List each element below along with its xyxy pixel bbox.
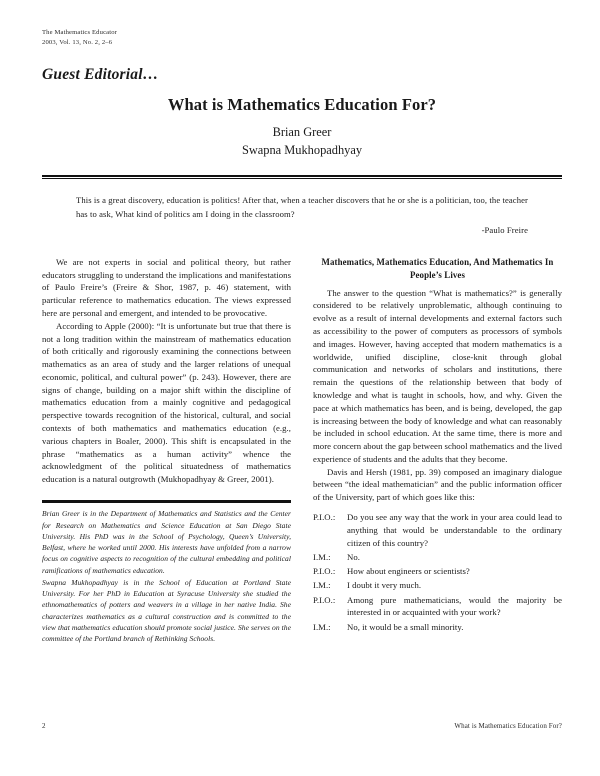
- epigraph-block: [76, 194, 528, 238]
- dialogue-line: [313, 565, 562, 578]
- author-bio-2: Swapna Mukhopadhyay is in the School of Education at Portland State University. For her PhD in Education at Syracuse University she studied the ethnomathematics of potters and weavers in a village in her native India. She characterizes mathematics as a cultural construction and is committed to the view that mathematics education should promote social justice. She serves on the committee of the Portland branch of Rethinking Schools.: [42, 577, 291, 644]
- right-paragraph-1: The answer to the question “What is mathematics?” is generally considered to be relatively unproblematic, although continuing to evolve as a result of internal developments and external factors such as accessibility to the power of computers as processors of symbols and images. However, having accepted that modern mathematics is a worldwide, unified discipline, close-knit through global communication and networks of scholars and institutions, there remain the questions of the relationship between that body of knowledge and what is taught in schools, how, and why. Given the pace at which mathematics has been, and is being, developed, the gap is increasing between the body of knowledge and what can reasonably be included in school education. At the same time, there is more and more concern about the gap between school mathematics and the lived experience of students and the adults that they become.: [313, 287, 562, 464]
- author-name-2: Swapna Mukhopadhyay: [241, 143, 363, 158]
- footer-page-number: 2: [42, 722, 46, 730]
- author-bio-box: [42, 500, 291, 644]
- divider-thin-line: [42, 178, 562, 179]
- right-paragraph-2: Davis and Hersh (1981, pp. 39) composed an imaginary dialogue between “the ideal mathematician” and the public information officer of the University, part of which goes like this:: [313, 466, 562, 503]
- masthead-journal-name: The Mathematics Educator: [42, 29, 118, 36]
- dialogue-utterance: How about engineers or scientists?: [347, 566, 470, 577]
- dialogue-utterance: No, it would be a small minority.: [347, 621, 464, 632]
- dialogue-speaker: I.M.:: [313, 551, 331, 562]
- epigraph-attribution: -Paulo Freire: [481, 225, 528, 236]
- left-column: [42, 256, 291, 644]
- dialogue-utterance: No.: [347, 551, 360, 562]
- bio-divider: [42, 500, 291, 503]
- dialogue-speaker: I.M.:: [313, 580, 331, 591]
- dialogue-line: [313, 594, 562, 620]
- dialogue-utterance: I doubt it very much.: [347, 580, 422, 591]
- epigraph-quote: This is a great discovery, education is politics! After that, when a teacher discovers that he or she is a politician, too, the teacher has to ask, What kind of politics am I doing in the classroom?: [76, 195, 528, 219]
- dialogue-speaker: I.M.:: [313, 621, 331, 632]
- dialogue-line: [313, 511, 562, 549]
- author-name-1: Brian Greer: [272, 125, 332, 140]
- guest-editorial-kicker: Guest Editorial…: [42, 66, 159, 84]
- left-paragraph-2: According to Apple (2000): “It is unfortunate but true that there is not a long tradition within the mainstream of mathematics education of both critically and rigorously examining the connections between mathematics as an area of study and the larger relations of unequal economic, political, and cultural power” (p. 243). However, there are signs of change, building on a major shift within the discipline of mathematics education from a mainly cognitive and pedagogical perspective towards recognition of the historical, cultural, and social contexts of both mathematics and mathematics education (e.g., various chapters in Boaler, 2000). This shift is encapsulated in the phrase “mathematics as a human activity” whence the acknowledgment of the political situatedness of mathematics education is a natural outgrowth (Mukhopadhyay & Greer, 2001).: [42, 320, 291, 485]
- dialogue-utterance: Do you see any way that the work in your area could lead to anything that would be understandable to the ordinary citizen of this country?: [347, 511, 562, 548]
- dialogue-speaker: P.I.O.:: [313, 566, 336, 577]
- masthead-issue-line: 2003, Vol. 13, No. 2, 2–6: [42, 39, 113, 47]
- dialogue-line: [313, 551, 562, 564]
- author-list: [42, 124, 562, 159]
- author-bio-1: Brian Greer is in the Department of Mathematics and Statistics and the Center for Research on Mathematics and Science Education at San Diego State University. His PhD was in the School of Psychology, Queen’s University, Belfast, where he worked until 2000. His interests have unfolded from a narrow focus on cognitive aspects to recognition of the cultural embedding and political ramifications of mathematics education.: [42, 509, 291, 575]
- dialogue-line: [313, 579, 562, 592]
- page-footer: [42, 722, 562, 730]
- footer-running-title: What is Mathematics Education For?: [454, 722, 562, 730]
- page-title: What is Mathematics Education For?: [167, 95, 437, 115]
- right-column: [313, 256, 562, 644]
- dialogue-utterance: Among pure mathematicians, would the majority be interested in or acquainted with your work?: [347, 594, 562, 618]
- masthead: [42, 28, 562, 48]
- body-columns: [42, 256, 562, 644]
- dialogue-speaker: P.I.O.:: [313, 594, 336, 605]
- dialogue-block: [313, 511, 562, 634]
- left-paragraph-1: We are not experts in social and political theory, but rather educators struggling to understand the implications and manifestations of Paulo Freire’s (Freire & Shor, 1987, p. 46) statement, with particular reference to mathematics education. The views expressed here are personal and emergent, and intended to be provocative.: [42, 256, 291, 318]
- header-divider: [42, 175, 562, 179]
- section-heading: Mathematics, Mathematics Education, And Mathematics In People’s Lives: [321, 256, 554, 280]
- dialogue-speaker: P.I.O.:: [313, 511, 336, 522]
- dialogue-line: [313, 621, 562, 634]
